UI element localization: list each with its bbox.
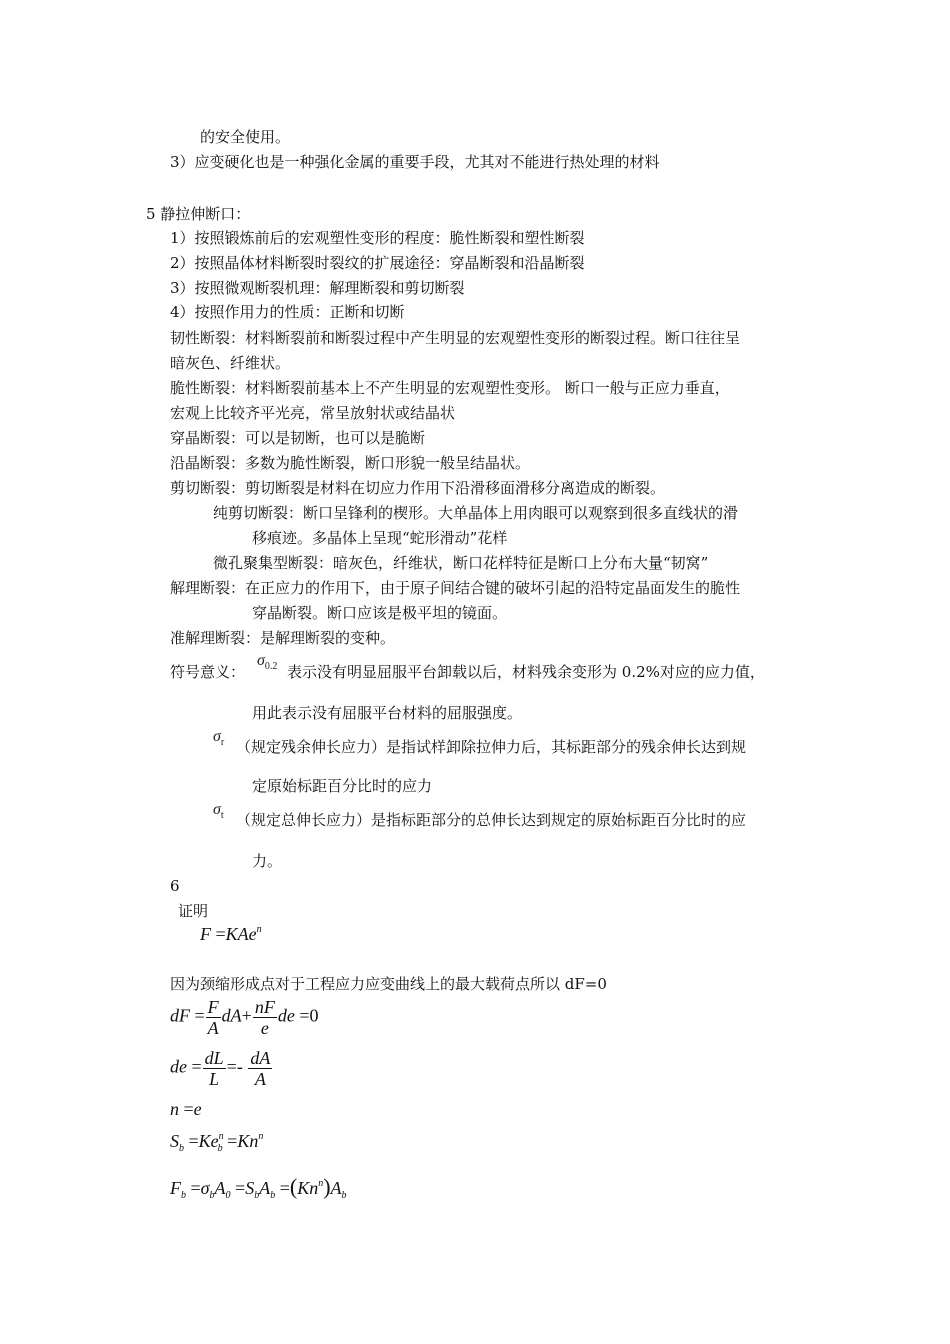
sigma-subscript: t: [220, 810, 224, 821]
text-line: 的安全使用。: [200, 128, 291, 146]
equation: $S_b =Ke^n_b =Kn^n$: [170, 1131, 264, 1154]
equation: F =KAe$^n$: [200, 924, 262, 944]
sigma-glyph: σ: [213, 728, 221, 745]
sigma-glyph: σ: [257, 652, 265, 669]
equation: n =e: [170, 1099, 202, 1119]
sigma-glyph: σ: [213, 801, 221, 818]
text-line: 移痕迹。多晶体上呈现“蛇形滑动”花样: [252, 529, 508, 547]
text-line: 剪切断裂：剪切断裂是材料在切应力作用下沿滑移面滑移分离造成的断裂。: [170, 479, 666, 497]
text-line: 穿晶断裂：可以是韧断，也可以是脆断: [170, 429, 426, 447]
text-line: 穿晶断裂。断口应该是极平坦的镜面。: [252, 604, 508, 622]
text-line: 解理断裂：在正应力的作用下，由于原子间结合键的破坏引起的沿特定晶面发生的脆性: [170, 579, 741, 597]
text-line: 韧性断裂：材料断裂前和断裂过程中产生明显的宏观塑性变形的断裂过程。断口往往呈: [170, 329, 741, 347]
sigma-symbol: [213, 728, 224, 748]
sigma-subscript: r: [220, 737, 225, 748]
section-heading: 5 静拉伸断口：: [146, 205, 251, 223]
list-item: 1）按照锻炼前后的宏观塑性变形的程度：脆性断裂和塑性断裂: [170, 229, 585, 247]
text-line: 3）应变硬化也是一种强化金属的重要手段，尤其对不能进行热处理的材料: [170, 153, 660, 171]
list-item: 2）按照晶体材料断裂时裂纹的扩展途径：穿晶断裂和沿晶断裂: [170, 254, 585, 272]
text-line: 准解理断裂：是解理断裂的变种。: [170, 629, 396, 647]
text-line: 证明: [178, 902, 209, 920]
text-line: 脆性断裂：材料断裂前基本上不产生明显的宏观塑性变形。 断口一般与正应力垂直，: [170, 379, 730, 397]
text-line: 宏观上比较齐平光亮，常呈放射状或结晶状: [170, 404, 456, 422]
list-item: 3）按照微观断裂机理：解理断裂和剪切断裂: [170, 279, 465, 297]
text-line: （规定残余伸长应力）是指试样卸除拉伸力后，其标距部分的残余伸长达到规: [236, 738, 747, 756]
sigma-symbol: [257, 652, 277, 672]
text-line: 微孔聚集型断裂：暗灰色，纤维状，断口花样特征是断口上分布大量“韧窝”: [213, 554, 709, 572]
equation: $F_b =\sigma_bA_0 =S_bA_b =(Kn^n)A_b$: [170, 1174, 347, 1201]
text-line: 定原始标距百分比时的应力: [252, 777, 433, 795]
text-line: 力。: [252, 852, 283, 870]
text-line: 用此表示没有屈服平台材料的屈服强度。: [252, 704, 523, 722]
text-line: 纯剪切断裂：断口呈锋利的楔形。大单晶体上用肉眼可以观察到很多直线状的滑: [213, 504, 739, 522]
text-line: （规定总伸长应力）是指标距部分的总伸长达到规定的原始标距百分比时的应: [236, 811, 747, 829]
text-line: 表示没有明显屈服平台卸载以后，材料残余变形为 0.2%对应的应力值，: [287, 663, 765, 681]
text-line: 因为颈缩形成点对于工程应力应变曲线上的最大载荷点所以 dF=0: [170, 975, 607, 993]
list-item: 4）按照作用力的性质：正断和切断: [170, 303, 405, 321]
text-line: 暗灰色、纤维状。: [170, 354, 291, 372]
sigma-symbol: [213, 801, 224, 821]
section-number: 6: [170, 877, 180, 895]
equation: dF = $\frac{F}{A}$ dA+ $\frac{nF}{e}$ de =0: [170, 997, 319, 1038]
sigma-subscript: 0.2: [264, 661, 278, 672]
text-line: 沿晶断裂：多数为脆性断裂，断口形貌一般呈结晶状。: [170, 454, 531, 472]
text-line: 符号意义：: [170, 663, 246, 681]
equation: de = $\frac{dL}{L}$ =- $\frac{dA}{A}$: [170, 1048, 271, 1089]
